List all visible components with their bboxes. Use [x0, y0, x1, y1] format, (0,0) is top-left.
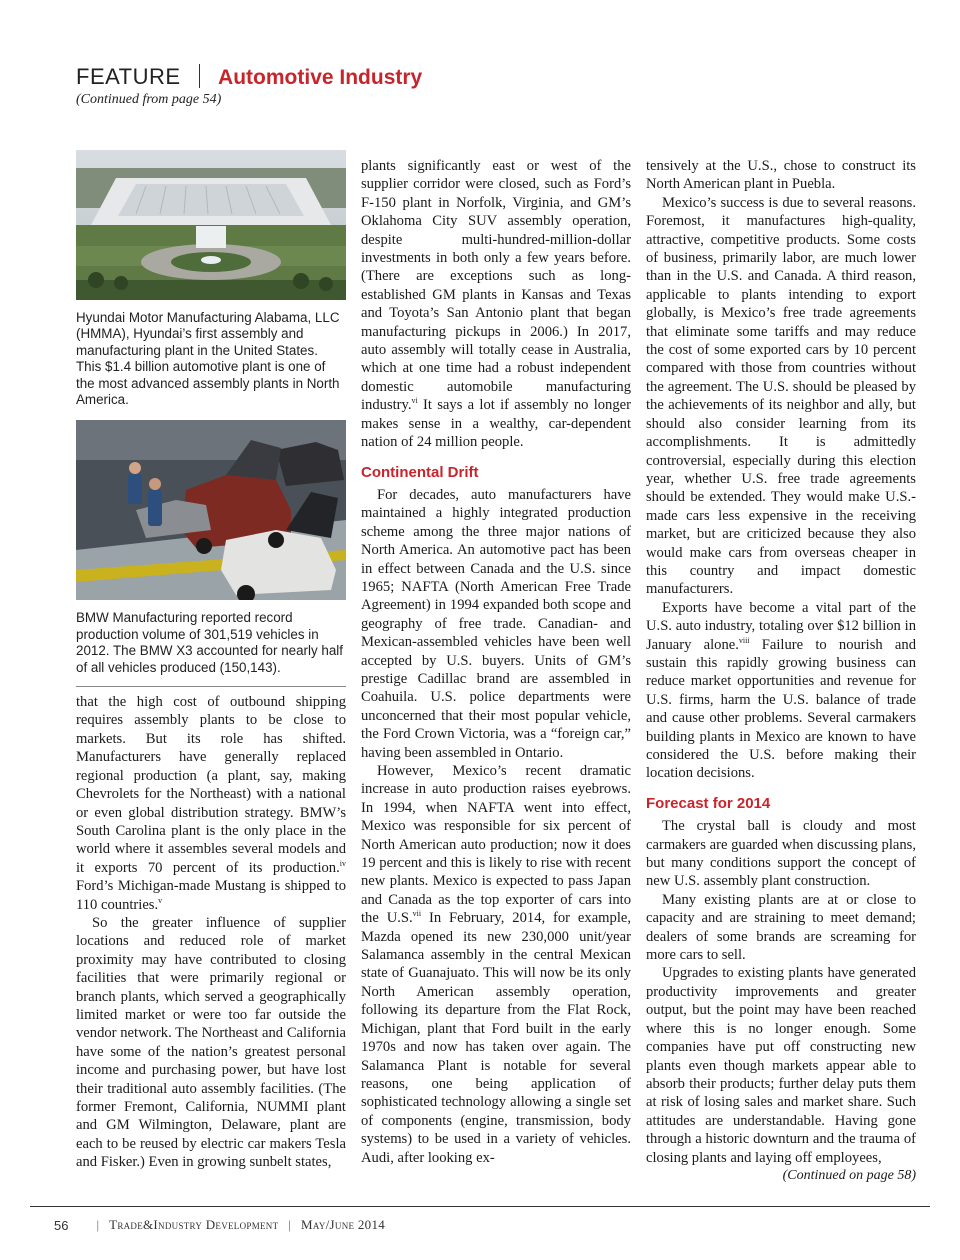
col2-paragraph-1: [361, 157, 631, 452]
col2-paragraph-2: For decades, auto manufacturers have maintained a highly integrated production scheme among the three major nations of North America. An automotive pact has been in effect between Canada and the U.S. since 1965; NAFTA (North American Free Trade Agreement) in 1994 expanded both scope and geography of free trade. Canadian- and Mexican-assembled vehicles have been well accepted by U.S. buyers. Units of GM’s prestige Cadillac brand are assembled in Coahuila. U.S. police departments were unconcerned that their most popular vehicle, the Ford Crown Victoria, was a “foreign car,” having been assembled in Ontario.: [361, 486, 631, 761]
bmw-plant-photo: [76, 420, 346, 600]
col2-text-b: It says a lot if assembly no longer makes sense in a wealthy, car-dependent nation of 24 million people.: [361, 397, 631, 451]
col1-text-a: that the high cost of outbound shipping requires assembly plants to be close to markets. But its role has shifted. Manufacturers have generally replaced regional production (a plant, say, making Chevrolets for the Northeast) with a national or even global distribution strategy. BMW’s South Carolina plant is the only place in the world where it assembles several models and it exports 70 percent of its production.: [76, 694, 346, 876]
continued-from: (Continued from page 54): [76, 92, 222, 107]
issue-date: May/June 2014: [301, 1217, 386, 1232]
caption-rule: [76, 686, 346, 687]
footer-separator-2: |: [288, 1217, 292, 1232]
page-number: 56: [54, 1217, 69, 1233]
col1-paragraph-2: So the greater influence of supplier locations and reduced role of market proximity may have contributed to closing facilities that were primarily regional or branch plants, which served a geographically limited market or were too far outside the vendor network. The Northeast and California have some of the nation’s greatest personal income and purchasing power, but have lost their traditional auto assembly facilities. (The former Fremont, California, NUMMI plant and GM Wilmington, Delaware, plant are each to be reused by electric car makers Tesla and Fisker.) Even in growing sunbelt states,: [76, 914, 346, 1171]
footnote-iv: iv: [339, 858, 346, 868]
article-header: [76, 60, 896, 108]
continued-on: (Continued on page 58): [782, 1167, 916, 1183]
footnote-viii: viii: [738, 635, 750, 645]
bmw-photo-caption: BMW Manufacturing reported record production volume of 301,519 vehicles in 2012. The BMW X3 accounted for nearly half of all vehicles produced (150,143).: [76, 610, 343, 675]
col2-paragraph-3: [361, 762, 631, 1167]
col3-text-a: Exports have become a vital part of the U.S. auto industry, totaling over $12 billion in January alone.: [646, 599, 916, 653]
hyundai-plant-image: [76, 150, 346, 300]
section-kicker: FEATURE: [76, 64, 181, 89]
bmw-assembly-line-image: [76, 420, 346, 600]
col2-text-a: plants significantly east or west of the supplier corridor were closed, such as Ford’s F-150 plant in Norfolk, Virginia, and GM’s Oklahoma City SUV assembly operation, despite multi-hundred-million-dollar investments in both only a few years before. (There are exceptions such as long-established GM plants in Kansas and Texas and Toyota’s San Antonio plant that began manufacturing pickups in 2006.) In 2017, auto assembly will totally cease in Australia, which at one time had a robust independent domestic automobile manufacturing industry.: [361, 158, 631, 414]
col3-paragraph-1: tensively at the U.S., chose to construct its North American plant in Puebla.: [646, 158, 916, 193]
subhead-forecast-2014: Forecast for 2014: [646, 794, 771, 812]
hyundai-photo-caption: Hyundai Motor Manufacturing Alabama, LLC (HMMA), Hyundai’s first assembly and manufacturing plant in the United States. This $1.4 billion automotive plant is one of the most advanced assembly plants in North America.: [76, 310, 340, 408]
header-row: [76, 60, 896, 90]
col1-paragraph-1: [76, 693, 346, 914]
col2-text-c: However, Mexico’s recent dramatic increase in auto production raises eyebrows. In 1994, when NAFTA went into effect, Mexico was responsible for six percent of North American auto production; now it does 19 percent and this is likely to rise with recent new plants. Mexico is expected to pass Japan and Canada as the top exporter of cars into the U.S.: [361, 763, 631, 927]
col3-text-b: Failure to nourish and sustain this rapidly growing business can reduce market opportunities and revenue for U.S. firms, harm the U.S. balance of trade and cause other problems. Several carmakers building plants in Mexico are known to have considered the U.S. before making their location decisions.: [646, 636, 916, 782]
col1-text-b: Ford’s Michigan-made Mustang is shipped to 110 countries.: [76, 878, 346, 913]
column-2: [361, 157, 631, 1167]
page-footer: [30, 1206, 930, 1233]
hyundai-plant-photo: [76, 150, 346, 300]
publication-name: Trade&Industry Development: [109, 1217, 279, 1232]
col3-paragraph-3: [646, 599, 916, 783]
col3-text-c: Upgrades to existing plants have generated productivity improvements and greater output, but the point may have been reached where this is no longer enough. Some companies have put off constructing new plants even though markets appear able to absorb their products; further delay puts them at risk of losing sales and market share. Such attitudes are understandable. Having gone through a historic downturn and the trauma of closing plants and laying off employees,: [646, 965, 916, 1166]
col3-paragraph-2: Mexico’s success is due to several reasons. Foremost, it manufactures high-quality, attractive, competitive products. Some costs of business, primarily labor, are much lower than in the U.S. and Canada. A third reason, applicable to plants intending to export globally, is Mexico’s free trade agreements that eliminate some tariffs and may reduce the cost of some exported cars by 10 percent compared with those from countries without the agreement. The U.S. should be pleased by the achievements of its neighbor and ally, but should also consider learning from its accomplishments. It is admittedly controversial, especially during this election year, whether U.S. free trade agreements should be extended. They would make U.S.-made cars less expensive in the receiving market, but are criticized because they also would make cars from overseas cheaper in this country and impact domestic manufacturers.: [646, 194, 916, 598]
col3-paragraph-6: [646, 964, 916, 1183]
col2-text-d: In February, 2014, for example, Mazda opened its new 230,000 unit/year Salamanca assembly in the central Mexican state of Guanajuato. This will now be its only North American assembly operation, following its departure from the Flat Rock, Michigan, plant that Ford built in the early 1970s and now has taken over again. The Salamanca Plant is notable for several reasons, one being application of sophisticated technology allowing a single set of components (engine, transmission, body systems) to be used in a variety of vehicles. Audi, after looking ex-: [361, 910, 631, 1166]
column-3: [646, 157, 916, 1185]
footnote-vi: vi: [411, 396, 418, 406]
col3-paragraph-5: Many existing plants are at or close to capacity and are straining to meet demand; dealers of some brands are screaming for more cars to sell.: [646, 891, 916, 964]
footnote-vii: vii: [412, 909, 422, 919]
subhead-continental-drift: Continental Drift: [361, 463, 479, 481]
footnote-v: v: [158, 895, 163, 905]
section-topic: Automotive Industry: [218, 66, 423, 89]
column-1: [76, 150, 346, 1172]
col3-paragraph-4: The crystal ball is cloudy and most carmakers are guarded when discussing plans, but many conditions support the concept of new U.S. assembly plant construction.: [646, 818, 916, 890]
footer-separator: |: [96, 1217, 100, 1232]
header-divider: [199, 64, 201, 88]
